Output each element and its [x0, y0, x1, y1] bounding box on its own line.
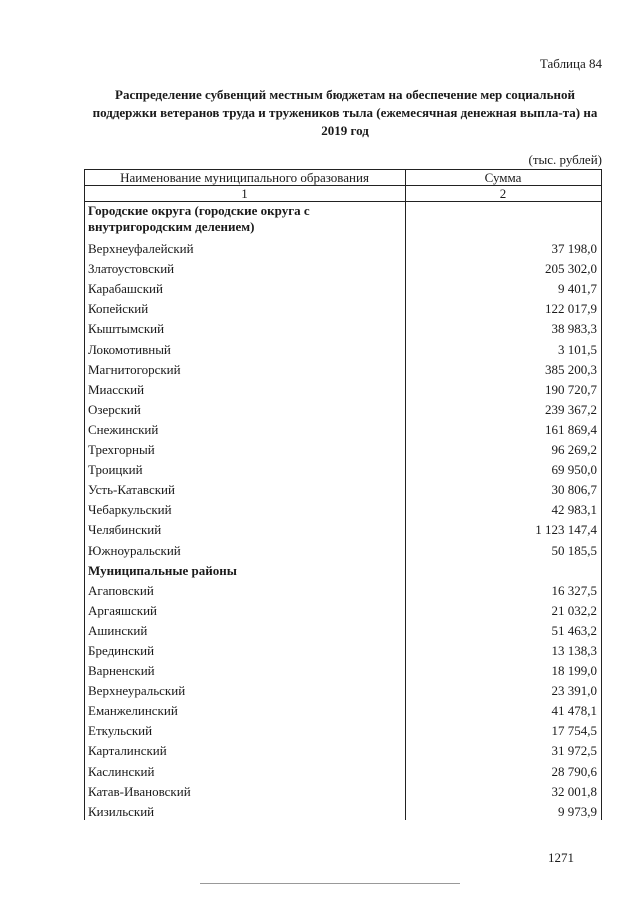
table-row [85, 257, 602, 277]
table-row [85, 719, 602, 739]
table-row [85, 780, 602, 800]
amount-value: 96 269,2 [406, 438, 602, 458]
municipality-name: Челябинский [85, 518, 406, 538]
amount-value: 50 185,5 [406, 538, 602, 558]
municipality-name: Еткульский [85, 719, 406, 739]
section-row [85, 202, 602, 238]
table-row [85, 317, 602, 337]
municipality-name: Троицкий [85, 458, 406, 478]
table-row [85, 378, 602, 398]
municipality-name: Южноуральский [85, 538, 406, 558]
amount-value: 32 001,8 [406, 780, 602, 800]
municipality-name: Трехгорный [85, 438, 406, 458]
amount-value: 17 754,5 [406, 719, 602, 739]
section-title: Городские округа (городские округа с внутригородским делением) [85, 202, 406, 238]
municipality-name: Златоустовский [85, 257, 406, 277]
section-row [85, 559, 602, 579]
amount-value: 42 983,1 [406, 498, 602, 518]
municipality-name: Верхнеуральский [85, 679, 406, 699]
municipality-name: Чебаркульский [85, 498, 406, 518]
table-row [85, 358, 602, 378]
table-row [85, 518, 602, 538]
bottom-rule [200, 883, 460, 884]
table-row [85, 438, 602, 458]
table-row [85, 337, 602, 357]
table-row [85, 759, 602, 779]
amount-value: 41 478,1 [406, 699, 602, 719]
amount-value: 16 327,5 [406, 579, 602, 599]
amount-value: 38 983,3 [406, 317, 602, 337]
amount-value: 1 123 147,4 [406, 518, 602, 538]
table-label: Таблица 84 [539, 56, 602, 71]
table-row [85, 418, 602, 438]
amount-value: 23 391,0 [406, 679, 602, 699]
table-row [85, 579, 602, 599]
amount-value: 190 720,7 [406, 378, 602, 398]
table-row [85, 699, 602, 719]
header-municipality: Наименование муниципального образования [85, 170, 406, 186]
table-row [85, 679, 602, 699]
municipality-name: Кыштымский [85, 317, 406, 337]
table-row [85, 398, 602, 418]
table-column-numbers-row [85, 186, 602, 202]
municipality-name: Снежинский [85, 418, 406, 438]
municipality-name: Усть-Катавский [85, 478, 406, 498]
municipality-name: Миасский [85, 378, 406, 398]
amount-value: 13 138,3 [406, 639, 602, 659]
amount-value: 28 790,6 [406, 759, 602, 779]
amount-value: 21 032,2 [406, 599, 602, 619]
municipality-name: Варненский [85, 659, 406, 679]
municipality-name: Каслинский [85, 759, 406, 779]
column-number-2: 2 [406, 186, 602, 202]
amount-value: 3 101,5 [406, 337, 602, 357]
amount-value: 385 200,3 [406, 358, 602, 378]
municipality-name: Магнитогорский [85, 358, 406, 378]
municipality-name: Агаповский [85, 579, 406, 599]
table-row [85, 538, 602, 558]
municipality-name: Аргаяшский [85, 599, 406, 619]
table-row [85, 277, 602, 297]
amount-value: 37 198,0 [406, 237, 602, 257]
subsidy-table [84, 169, 601, 820]
amount-value: 161 869,4 [406, 418, 602, 438]
amount-value: 18 199,0 [406, 659, 602, 679]
municipality-name: Локомотивный [85, 337, 406, 357]
document-title: Распределение субвенций местным бюджетам на обеспечение мер социальной поддержки ветеранов труда и тружеников тыла (ежемесячная денежная выпла-та) на 2019 год [92, 87, 598, 138]
amount-value: 9 401,7 [406, 277, 602, 297]
amount-value: 122 017,9 [406, 297, 602, 317]
table-body [85, 202, 602, 820]
table-row [85, 739, 602, 759]
municipality-name: Копейский [85, 297, 406, 317]
amount-value: 51 463,2 [406, 619, 602, 639]
amount-value: 205 302,0 [406, 257, 602, 277]
table-row [85, 800, 602, 820]
table-row [85, 478, 602, 498]
table-row [85, 619, 602, 639]
table-row [85, 659, 602, 679]
table-row [85, 237, 602, 257]
table-row [85, 458, 602, 478]
table-header-row [85, 170, 602, 186]
municipality-name: Карталинский [85, 739, 406, 759]
section-amount-empty [406, 202, 602, 238]
amount-value: 239 367,2 [406, 398, 602, 418]
municipality-name: Катав-Ивановский [85, 780, 406, 800]
municipality-name: Кизильский [85, 800, 406, 820]
municipality-name: Ашинский [85, 619, 406, 639]
table-row [85, 599, 602, 619]
amount-value: 31 972,5 [406, 739, 602, 759]
amount-value: 69 950,0 [406, 458, 602, 478]
unit-label: (тыс. рублей) [528, 152, 602, 167]
page-number: 1271 [548, 850, 574, 865]
municipality-name: Верхнеуфалейский [85, 237, 406, 257]
column-number-1: 1 [85, 186, 406, 202]
table-row [85, 498, 602, 518]
header-amount: Сумма [406, 170, 602, 186]
municipality-name: Карабашский [85, 277, 406, 297]
amount-value: 30 806,7 [406, 478, 602, 498]
table-row [85, 639, 602, 659]
municipality-name: Брединский [85, 639, 406, 659]
table-row [85, 297, 602, 317]
section-title: Муниципальные районы [85, 559, 406, 579]
amount-value: 9 973,9 [406, 800, 602, 820]
municipality-name: Озерский [85, 398, 406, 418]
section-amount-empty [406, 559, 602, 579]
municipality-name: Еманжелинский [85, 699, 406, 719]
